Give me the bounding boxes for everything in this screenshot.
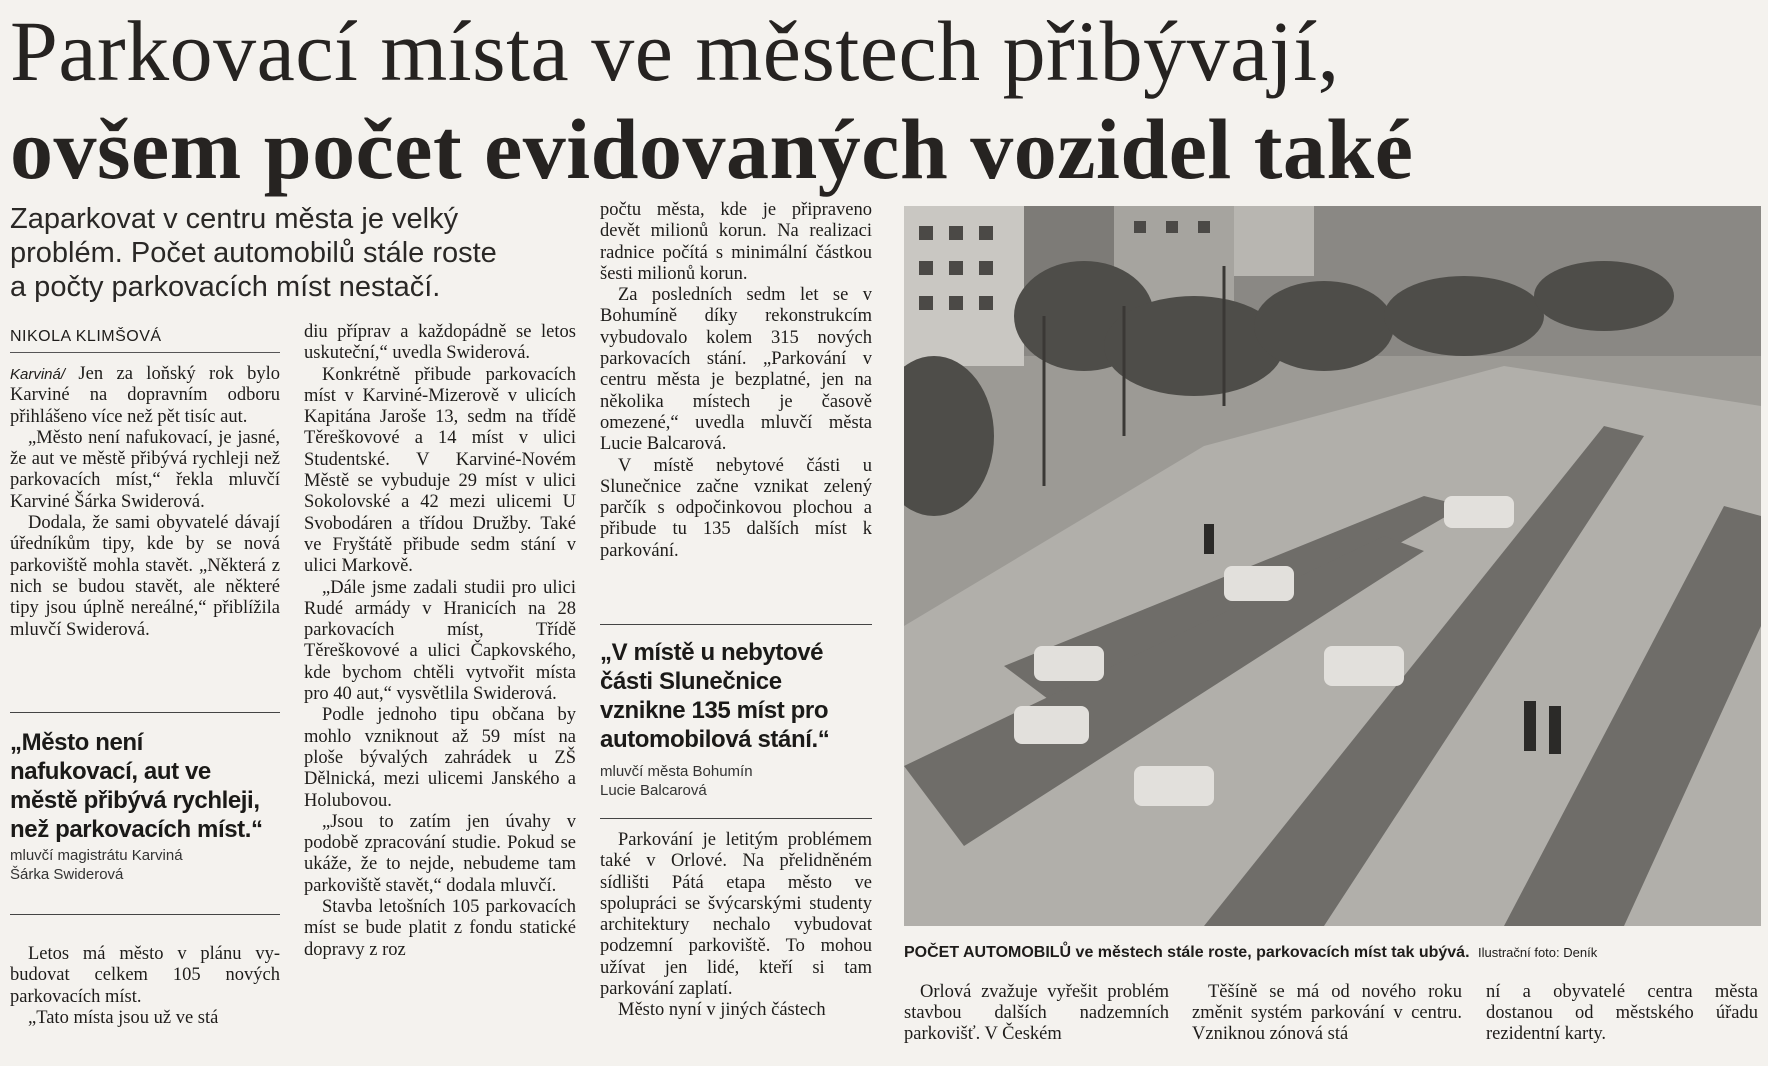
paragraph: Stavba letošních 105 parkovacích míst se bude platit z fondu statické dopravy z roz <box>304 897 576 960</box>
paragraph: „Tato místa jsou už ve stá <box>28 1007 219 1028</box>
lead-paragraph <box>10 202 500 304</box>
quote-line: městě přibývá rychleji, <box>10 787 260 814</box>
bottom-column-3 <box>1486 982 1758 1045</box>
paragraph: Za posledních sedm let se v Bohumíně díky rekonstrukcím vybudovalo kolem 315 nových parkovacích stání. „Parkování v centru města je bezplatné, jen na několika místech je časově omezené,“ uvedla mluvčí města Lucie Balcarová. <box>600 285 872 455</box>
paragraph: Letos má město v plánu vybudovat celkem 105 nových parkovacích míst. <box>10 944 280 1007</box>
column-3-top <box>600 200 872 562</box>
photo-credit: Ilustrační foto: Deník <box>1477 945 1598 960</box>
caption-text: POČET AUTOMOBILŮ ve městech stále roste, parkovacích míst tak ubývá. <box>904 944 1470 961</box>
quote-source-line: mluvčí magistrátu Karviná <box>10 847 183 864</box>
lead-line-1: Zaparkovat v centru města je velký <box>10 203 459 235</box>
paragraph: „Město není nafukovací, je jasné, že aut ve městě přibývá rychleji než parkovacích míst,“ řekla mluvčí Karviné Šárka Swiderová. <box>10 427 280 512</box>
parking-lot-image <box>904 206 1761 926</box>
paragraph: diu příprav a každopádně se letos uskuteční,“ uvedla Swiderová. <box>304 322 576 364</box>
paragraph: Parkování je letitým problémem také v Orlové. Na přelidněném sídlišti Pátá etapa město ve spolupráci se švýcarskými studenty architektury nechalo vybudovat podzemní parkoviště. To mohou užívat jen lidé, kteří si tam parkování zaplatí. <box>600 830 872 1000</box>
divider <box>10 712 280 713</box>
paragraph: „Dále jsme zadali studii pro ulici Rudé armády v Hranicích na 28 parkovacích míst, Třídě Těreškovové a ulici Čapkovského, kde bychom chtěli vytvořit místa pro 40 aut,“ vysvětlila Swiderová. <box>304 577 576 705</box>
parking-lot-photo <box>904 206 1761 926</box>
paragraph: Město nyní v jiných částech <box>618 1000 826 1021</box>
quote-source <box>600 762 872 800</box>
lead-line-2: problém. Počet automobilů stále roste <box>10 237 497 269</box>
lead-line-3: a počty parkovacích míst nestačí. <box>10 271 441 303</box>
quote-line: nafukovací, aut ve <box>10 758 211 785</box>
paragraph: počtu města, kde je připraveno devět milionů korun. Na realizaci radnice počítá s minimální částkou šesti milionů korun. <box>600 200 872 284</box>
quote-line: části Slunečnice <box>600 668 782 695</box>
paragraph: Těšíně se má od nového roku změnit systém parkování v centru. Vzniknou zónová stá <box>1192 982 1462 1044</box>
column-3-bottom <box>600 830 872 1022</box>
paragraph: Orlová zvažuje vyřešit problém stavbou dalších nadzemních parkovišť. V Českém <box>904 982 1169 1044</box>
photo-caption <box>904 944 1764 962</box>
paragraph: „Jsou to zatím jen úvahy v podobě zpracování studie. Pokud se ukáže, že to nejde, nebudeme tam parkoviště stavět,“ dodala mluvčí. <box>304 811 576 896</box>
paragraph-text: Jen za loňský rok bylo Karviné na dopravním odboru přihlášeno více než pět tisíc aut. <box>10 364 280 427</box>
quote-source-line: Lucie Balcarová <box>600 782 707 799</box>
quote-line: „V místě u nebytové <box>600 639 824 666</box>
quote-source-line: mluvčí města Bohumín <box>600 763 753 780</box>
divider <box>10 914 280 915</box>
pull-quote-bohumin <box>600 638 880 754</box>
paragraph: ní a obyvatelé centra města dostanou od městského úřadu rezidentní karty. <box>1486 982 1758 1044</box>
column-2 <box>304 322 576 961</box>
dateline: Karviná/ <box>10 366 66 383</box>
bottom-column-2 <box>1192 982 1462 1045</box>
column-1-bottom <box>10 944 280 1029</box>
column-1-top <box>10 364 280 641</box>
divider <box>600 818 872 819</box>
headline-line-1: Parkovací místa ve městech přibývají, <box>10 3 1340 99</box>
quote-source <box>10 846 280 884</box>
headline <box>10 2 1570 198</box>
quote-source-line: Šárka Swiderová <box>10 866 124 883</box>
quote-line: automobilová stání.“ <box>600 726 830 753</box>
paragraph: Podle jednoho tipu občana by mohlo vzniknout až 59 míst na ploše bývalých zahrádek u ZŠ Dělnická, mezi ulicemi Janského a Holubovou. <box>304 705 576 811</box>
paragraph: V místě nebytové části u Slunečnice začne vznikat zelený parčík s odpočinkovou plochou a přibude tu 135 dalších míst k parkování. <box>600 455 872 561</box>
quote-line: „Město není <box>10 729 143 756</box>
pull-quote-karvina <box>10 728 285 844</box>
paragraph: Dodala, že sami obyvatelé dávají úředníkům tipy, kde by se nová parkoviště mohla stavět. „Některá z nich se budou stavět, ale některé tipy jsou úplně nereálné,“ přiblížila mluvčí Swiderová. <box>10 513 280 640</box>
quote-line: vznikne 135 míst pro <box>600 697 829 724</box>
paragraph: Konkrétně přibude parkovacích míst v Karviné-Mizerově v ulicích Kapitána Jaroše 13, sedm na třídě Těreškovové a 14 míst v ulici Studentské. V Karviné-Novém Městě se vybuduje 29 míst v ulici Sokolovské a 42 mezi ulicemi U Svobodáren a třídou Družby. Také ve Fryštátě přibude sedm stání v ulici Markově. <box>304 364 576 577</box>
divider <box>600 624 872 625</box>
byline: NIKOLA KLIMŠOVÁ <box>10 328 280 353</box>
paragraph <box>10 364 280 428</box>
quote-line: než parkovacích míst.“ <box>10 816 263 843</box>
bottom-column-1 <box>904 982 1169 1045</box>
headline-line-2: ovšem počet evidovaných vozidel také <box>10 101 1414 197</box>
